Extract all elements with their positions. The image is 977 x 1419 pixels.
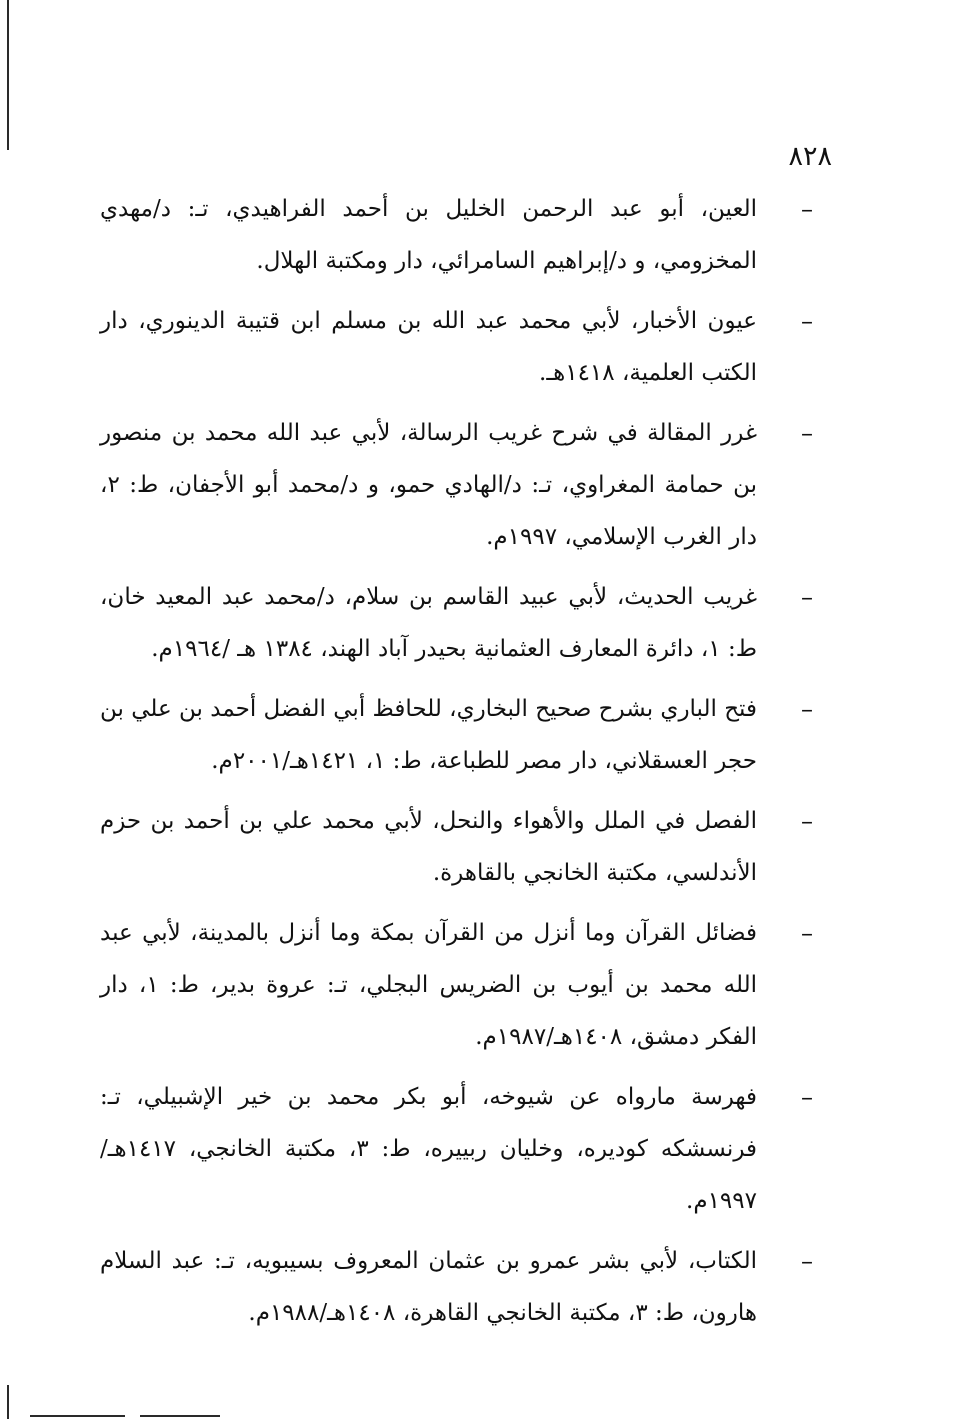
bibliography-entry: [100, 407, 825, 563]
entry-text: غريب الحديث، لأبي عبيد القاسم بن سلام، د/محمد عبد المعيد خان، ط: ١، دائرة المعارف العثمانية بحيدر آباد الهند، ١٣٨٤ هـ /١٩٦٤م.: [100, 584, 757, 662]
entry-dash: –: [801, 195, 813, 223]
bibliography-entry: [100, 183, 825, 287]
entry-dash: –: [801, 807, 813, 835]
entry-dash: –: [801, 1247, 813, 1275]
scan-bottom-line: [140, 1415, 220, 1417]
entry-dash: –: [801, 1083, 813, 1111]
entry-text: فضائل القرآن وما أنزل من القرآن بمكة وما أنزل بالمدينة، لأبي عبد الله محمد بن أيوب بن الضريس البجلي، تـ: عروة بدير، ط: ١، دار الفكر دمشق، ١٤٠٨هـ/١٩٨٧م.: [100, 920, 757, 1050]
bibliography-entry: [100, 683, 825, 787]
entry-dash: –: [801, 419, 813, 447]
bibliography-list: [100, 183, 825, 1347]
entry-text: الفصل في الملل والأهواء والنحل، لأبي محمد علي بن أحمد بن حزم الأندلسي، مكتبة الخانجي بالقاهرة.: [100, 808, 757, 886]
entry-dash: –: [801, 919, 813, 947]
entry-text: عيون الأخبار، لأبي محمد عبد الله بن مسلم ابن قتيبة الدينوري، دار الكتب العلمية، ١٤١٨هـ.: [100, 308, 757, 386]
scan-edge-line: [7, 1385, 9, 1419]
scan-bottom-line: [30, 1415, 125, 1417]
entry-text: غرر المقالة في شرح غريب الرسالة، لأبي عبد الله محمد بن منصور بن حمامة المغراوي، تـ: د/الهادي حمو، و د/محمد أبو الأجفان، ط: ٢، دار الغرب الإسلامي، ١٩٩٧م.: [100, 420, 757, 550]
entry-dash: –: [801, 307, 813, 335]
bibliography-entry: [100, 571, 825, 675]
bibliography-entry: [100, 1235, 825, 1339]
bibliography-entry: [100, 907, 825, 1063]
bibliography-entry: [100, 295, 825, 399]
entry-dash: –: [801, 695, 813, 723]
entry-text: فتح الباري بشرح صحيح البخاري، للحافظ أبي الفضل أحمد بن علي بن حجر العسقلاني، دار مصر للطباعة، ط: ١، ١٤٢١هـ/٢٠٠١م.: [100, 696, 757, 774]
entry-dash: –: [801, 583, 813, 611]
page-number: ٨٢٨: [788, 141, 832, 172]
entry-text: الكتاب، لأبي بشر عمرو بن عثمان المعروف بسيبويه، تـ: عبد السلام هارون، ط: ٣، مكتبة الخانجي القاهرة، ١٤٠٨هـ/١٩٨٨م.: [100, 1248, 757, 1326]
bibliography-entry: [100, 795, 825, 899]
scan-edge-line: [7, 0, 9, 150]
entry-text: فهرسة مارواه عن شيوخه، أبو بكر محمد بن خير الإشبيلي، تـ: فرنسشكه كوديره، وخليان ربييره، ط: ٣، مكتبة الخانجي، ١٤١٧هـ/١٩٩٧م.: [100, 1084, 758, 1214]
entry-text: العين، أبو عبد الرحمن الخليل بن أحمد الفراهيدي، تـ: د/مهدي المخزومي، و د/إبراهيم السامرائي، دار ومكتبة الهلال.: [100, 196, 757, 274]
bibliography-entry: [100, 1071, 825, 1227]
